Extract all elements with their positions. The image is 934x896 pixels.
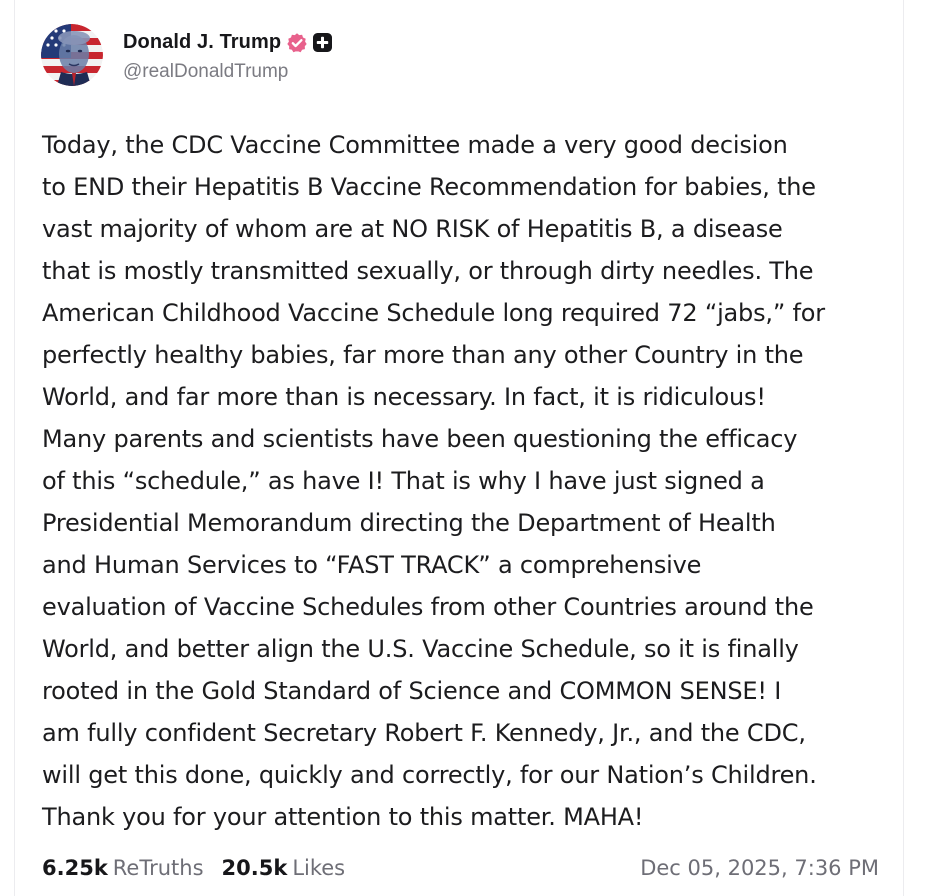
- author-identity: [123, 28, 333, 83]
- likes-stat[interactable]: [222, 856, 346, 880]
- post-timestamp[interactable]: Dec 05, 2025, 7:36 PM: [640, 856, 879, 880]
- likes-label: Likes: [292, 856, 346, 880]
- post-footer: [42, 852, 879, 884]
- author-display-name[interactable]: Donald J. Trump: [123, 31, 282, 53]
- retruths-stat[interactable]: [42, 856, 204, 880]
- avatar[interactable]: [41, 24, 103, 86]
- author-name-row: [123, 28, 333, 58]
- likes-count: 20.5k: [221, 856, 288, 880]
- author-handle[interactable]: @realDonaldTrump: [123, 60, 289, 82]
- post-header: [41, 23, 333, 87]
- post-card: [14, 0, 904, 896]
- verified-badge-icon: [286, 32, 308, 54]
- plus-square-icon: [312, 32, 333, 53]
- post-stats: [42, 856, 363, 880]
- retruths-label: ReTruths: [112, 856, 204, 880]
- retruths-count: 6.25k: [42, 856, 108, 880]
- post-body-text: Today, the CDC Vaccine Committee made a very good decision to END their Hepatitis B Vaccine Recommendation for babies, the vast majority of whom are at NO RISK of Hepatitis B, a disease that is mostly transmitted sexually, or through dirty needles. The American Childhood Vaccine Schedule long required 72 “jabs,” for perfectly healthy babies, far more than any other Country in the World, and far more than is necessary. In fact, it is ridiculous! Many parents and scientists have been questioning the efficacy of this “schedule,” as have I! That is why I have just signed a Presidential Memorandum directing the Department of Health and Human Services to “FAST TRACK” a comprehensive evaluation of Vaccine Schedules from other Countries around the World, and better align the U.S. Vaccine Schedule, so it is finally rooted in the Gold Standard of Science and COMMON SENSE! I am fully confident Secretary Robert F. Kennedy, Jr., and the CDC, will get this done, quickly and correctly, for our Nation’s Children. Thank you for your attention to this matter. MAHA!: [42, 131, 825, 831]
